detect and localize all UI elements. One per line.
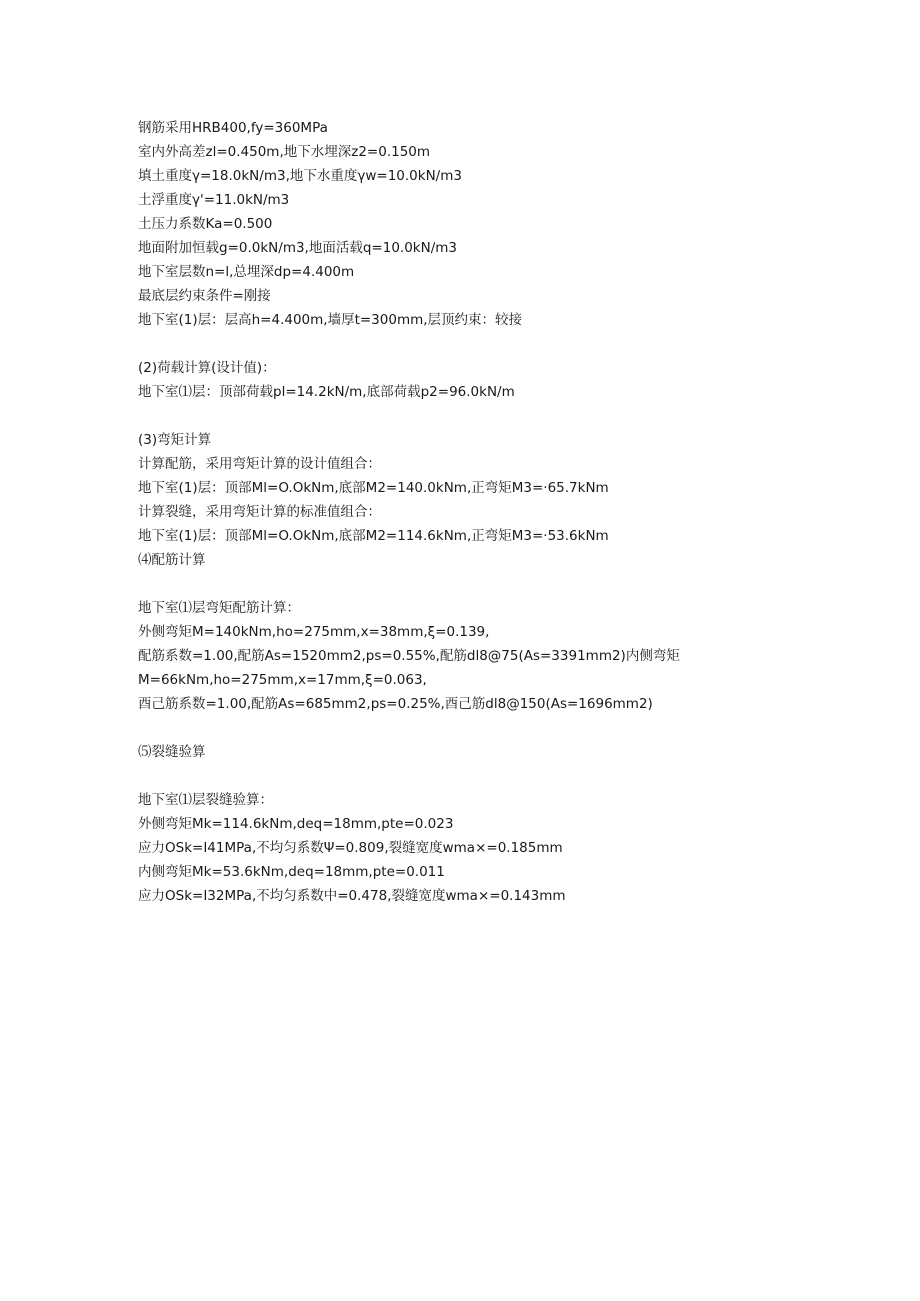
param-earth-pressure-coef: 土压力系数Ka=0.500 xyxy=(138,216,273,232)
spacer xyxy=(138,764,838,788)
spacer xyxy=(138,404,838,428)
spacer xyxy=(138,332,838,356)
param-buoyant-weight: 土浮重度γ'=11.0kN∕m3 xyxy=(138,192,290,208)
section-title-crack: ⑸裂缝验算 xyxy=(138,744,206,760)
rebar-line: 酉己筋系数=1.00,配筋As=685mm2,ps=0.25%,酉己筋dl8@150(As=1696mm2) xyxy=(138,696,653,712)
document-body xyxy=(138,116,838,908)
spacer xyxy=(138,572,838,596)
param-fill-weight: 填土重度γ=18.0kN∕m3,地下水重度γw=10.0kN∕m3 xyxy=(138,168,462,184)
moment-line: 计算配筋，采用弯矩计算的设计值组合： xyxy=(138,456,381,472)
spacer xyxy=(138,716,838,740)
section-title-moment: (3)弯矩计算 xyxy=(138,432,212,448)
param-bottom-constraint: 最底层约束条件=刚接 xyxy=(138,288,271,304)
rebar-line: 外侧弯矩M=140kNm,ho=275mm,x=38mm,ξ=0.139, xyxy=(138,624,490,640)
crack-line: 应力OSk=I41MPa,不均匀系数Ψ=0.809,裂缝宽度wma×=0.185mm xyxy=(138,840,563,856)
param-rebar-grade: 钢筋采用HRB400,fy=360MPa xyxy=(138,120,328,136)
load-line: 地下室⑴层：顶部荷载pl=14.2kN∕m,底部荷载p2=96.0kN/m xyxy=(138,384,515,400)
param-basement-level-1: 地下室(1)层：层高h=4.400m,墙厚t=300mm,层顶约束：较接 xyxy=(138,312,523,328)
crack-line: 内侧弯矩Mk=53.6kNm,deq=18mm,pte=0.011 xyxy=(138,864,445,880)
rebar-line: 配筋系数=1.00,配筋As=1520mm2,ps=0.55%,配筋dl8@75(As=3391mm2)内侧弯矩 xyxy=(138,648,680,664)
rebar-line: M=66kNm,ho=275mm,x=17mm,ξ=0.063, xyxy=(138,672,427,688)
param-elevation-diff: 室内外高差zl=0.450m,地下水埋深z2=0.150m xyxy=(138,144,431,160)
section-title-load: (2)荷载计算(设计值)： xyxy=(138,360,276,376)
crack-line: 应力OSk=I32MPa,不均匀系数中=0.478,裂缝宽度wma×=0.143mm xyxy=(138,888,566,904)
crack-line: 地下室⑴层裂缝验算： xyxy=(138,792,273,808)
param-surface-load: 地面附加恒载g=0.0kN∕m3,地面活载q=10.0kN∕m3 xyxy=(138,240,457,256)
moment-line: 计算裂缝，采用弯矩计算的标准值组合： xyxy=(138,504,381,520)
moment-line: 地下室(1)层：顶部Ml=O.OkNm,底部M2=114.6kNm,正弯矩M3=·53.6kNm xyxy=(138,528,609,544)
rebar-line: 地下室⑴层弯矩配筋计算： xyxy=(138,600,300,616)
crack-line: 外侧弯矩Mk=114.6kNm,deq=18mm,pte=0.023 xyxy=(138,816,454,832)
section-title-rebar: ⑷配筋计算 xyxy=(138,552,206,568)
moment-line: 地下室(1)层：顶部Ml=O.OkNm,底部M2=140.0kNm,正弯矩M3=·65.7kNm xyxy=(138,480,609,496)
param-basement-levels: 地下室层数n=l,总埋深dp=4.400m xyxy=(138,264,355,280)
